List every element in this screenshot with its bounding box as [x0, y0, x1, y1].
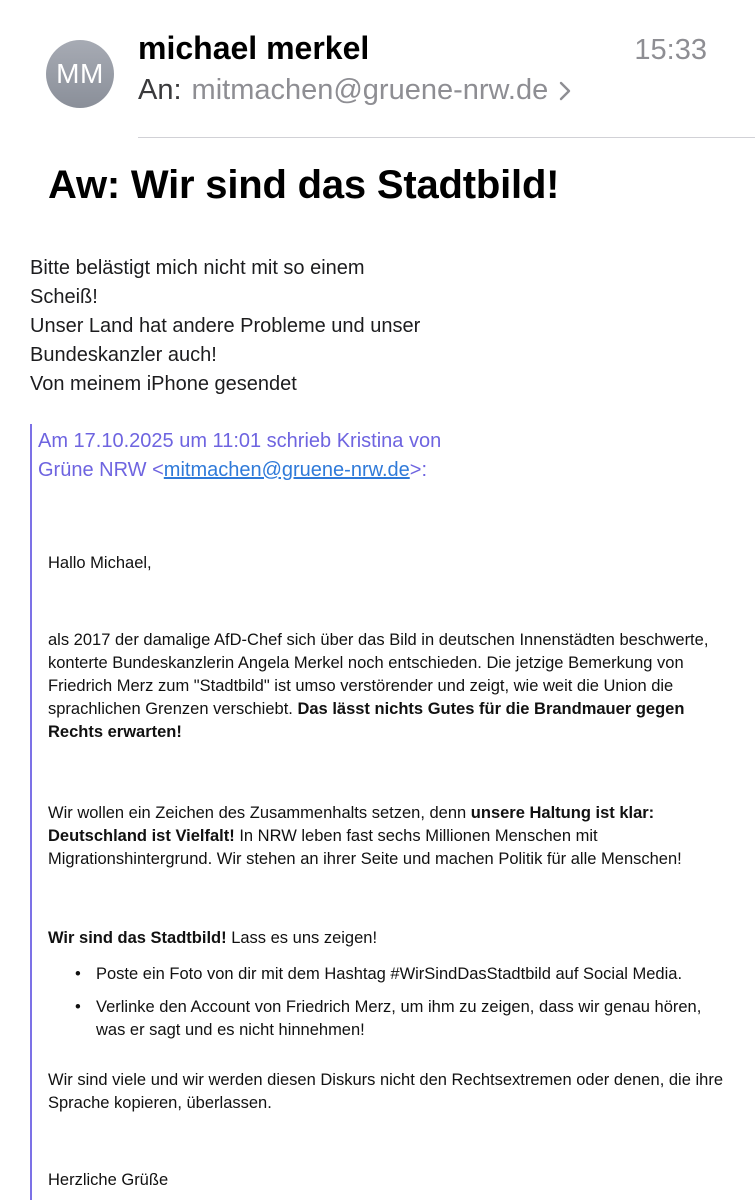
reply-body [30, 254, 450, 399]
closing: Herzliche Grüße [48, 1171, 169, 1189]
reply-signature: Von meinem iPhone gesendet [30, 373, 297, 395]
sender-name[interactable]: michael merkel [138, 30, 370, 66]
recipient-row[interactable] [138, 74, 572, 107]
reply-line: Scheiß! [30, 286, 98, 308]
bullet-list [48, 963, 728, 1042]
paragraph-1 [48, 629, 728, 744]
timestamp: 15:33 [634, 34, 707, 66]
attribution-suffix: >: [409, 459, 428, 481]
quote-attribution [38, 427, 518, 485]
list-item: • Verlinke den Account von Friedrich Merz, um ihm zu zeigen, dass wir genau hören, was er sagt und es nicht hinnehmen! [48, 996, 728, 1042]
email-subject: Aw: Wir sind das Stadtbild! [48, 163, 560, 207]
to-label: An: [138, 74, 182, 106]
attribution-prefix: Grüne NRW < [38, 459, 164, 481]
reply-line: Bitte belästigt mich nicht mit so einem [30, 257, 365, 279]
message-header [0, 0, 755, 138]
paragraph-4: Wir sind viele und wir werden diesen Diskurs nicht den Rechtsextremen oder denen, die ihre Sprache kopieren, überlassen. [48, 1071, 724, 1112]
list-item: • Poste ein Foto von dir mit dem Hashtag #WirSindDasStadtbild auf Social Media. [48, 963, 728, 986]
paragraph-3 [48, 927, 377, 950]
paragraph-text: Lass es uns zeigen! [226, 929, 378, 947]
reply-line: Bundeskanzler auch! [30, 344, 217, 366]
paragraph-text: als 2017 der damalige AfD-Chef sich über das Bild in deutschen Innenstädten beschwerte, konterte Bundeskanzlerin Angela Merkel noch entschieden. Die jetzige Bemerkung von Friedrich Merz zum "Stadtbild" ist umso verstörender und zeigt, wie weit die Union die sprachlichen Grenzen verschiebt. [48, 631, 709, 718]
recipient-address[interactable]: mitmachen@gruene-nrw.de [191, 74, 549, 106]
chevron-right-icon[interactable] [558, 80, 572, 102]
reply-line: Unser Land hat andere Probleme und unser [30, 315, 421, 337]
greeting: Hallo Michael, [48, 554, 152, 572]
avatar[interactable]: MM [46, 40, 114, 108]
paragraph-text: In NRW leben fast sechs Millionen Menschen mit Migrationshintergrund. Wir stehen an ihrer Seite und machen Politik für alle Menschen! [48, 827, 682, 868]
paragraph-text: Wir wollen ein Zeichen des Zusammenhalts setzen, denn [48, 804, 471, 822]
attribution-line: Am 17.10.2025 um 11:01 schrieb Kristina von [38, 430, 442, 452]
paragraph-bold: Wir sind das Stadtbild! [48, 929, 227, 947]
paragraph-2 [48, 802, 728, 871]
paragraph-bold: unsere Haltung ist klar: Deutschland ist Vielfalt! [48, 804, 655, 845]
quoted-message [30, 424, 755, 1200]
header-divider [138, 137, 755, 138]
attribution-line [38, 456, 518, 485]
paragraph-bold: Das lässt nichts Gutes für die Brandmauer gegen Rechts erwarten! [48, 700, 685, 741]
attribution-email-link[interactable]: mitmachen@gruene-nrw.de [163, 459, 410, 481]
